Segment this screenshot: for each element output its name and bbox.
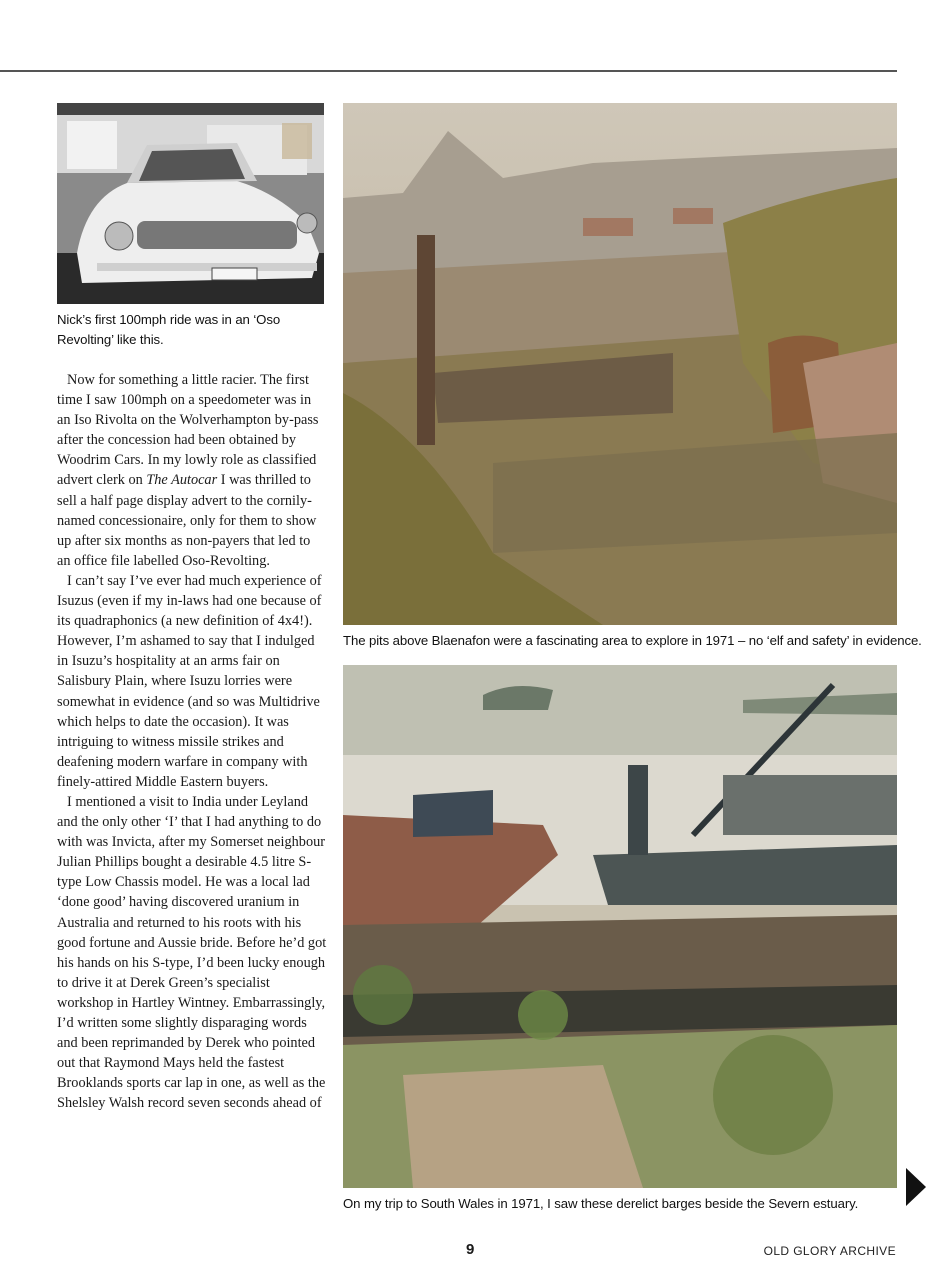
car-photo — [57, 103, 324, 304]
car-photo-caption: Nick’s first 100mph ride was in an ‘Oso Revolting’ like this. — [57, 312, 281, 347]
page-number: 9 — [466, 1241, 475, 1258]
article-body — [57, 370, 327, 1113]
barges-photo-caption: On my trip to South Wales in 1971, I saw these derelict barges beside the Severn estuary. — [343, 1196, 859, 1211]
article-paragraph-2: I can’t say I’ve ever had much experience of Isuzus (even if my in-laws had one because of its quadraphonics (a new definition of 4x4!). However, I’m ashamed to say that I indulged in Isuzu’s hospitality at an arms fair on Salisbury Plain, where Isuzu lorries were somewhat in evidence (and so was Multidrive which helps to date the occasion). It was intriguing to witness missile strikes and deafening modern warfare in company with finely-attired Middle Eastern buyers. — [57, 572, 322, 790]
header-rule — [0, 70, 897, 72]
article-paragraph-1: Now for something a little racier. The first time I saw 100mph on a speedometer was in an Iso Rivolta on the Wolverhampton by-pass after the concession had been obtained by Woodrim Cars. In my lowly role as classified advert clerk on The Autocar I was thrilled to sell a half page display advert to the cornily-named concessionaire, only for them to show up after six months as non-payers that led to an office file labelled Oso-Revolting. — [57, 372, 319, 569]
article-paragraph-3: I mentioned a visit to India under Leyland and the only other ‘I’ that I had anything to do with was Invicta, after my Somerset neighbour Julian Phillips bought a desirable 4.5 litre S-type Low Chassis model. He was a local lad ‘done good’ having discovered uranium in Australia and returned to his roots with his good fortune and Aussie bride. Before he’d got his hands on his S-type, I’d been lucky enough to drive it at Derek Green’s specialist workshop in Hartley Wintney. Embarrassingly, I’d written some slightly disparaging words and been reprimanded by Derek who pointed out that Raymond Mays held the fastest Brooklands sports car lap in one, as well as the Shelsley Walsh record seven seconds ahead of — [57, 793, 327, 1112]
pits-photo — [343, 103, 897, 625]
barges-photo — [343, 665, 897, 1188]
next-page-arrow-icon[interactable] — [906, 1168, 926, 1206]
publication-name: OLD GLORY ARCHIVE — [763, 1244, 896, 1258]
pits-photo-caption: The pits above Blaenafon were a fascinating area to explore in 1971 – no ‘elf and safety’ in evidence. — [343, 633, 922, 648]
